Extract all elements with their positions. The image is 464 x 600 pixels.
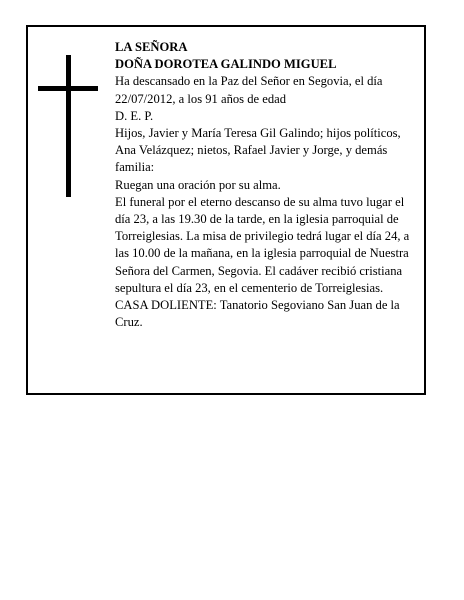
obituary-notice-frame: [26, 25, 426, 395]
funeral-details: El funeral por el eterno descanso de su alma tuvo lugar el día 23, a las 19.30 de la tarde, en la iglesia parroquial de Torreiglesias. La misa de privilegio tedrá lugar el día 24, a las 10.00 de la mañana, en la iglesia parroquial de Nuestra Señora del Carmen, Segovia. El cadáver recibió cristiana sepultura el día 23, en el cementerio de Torreiglesias.: [115, 194, 410, 295]
cross-vertical-bar: [66, 55, 71, 197]
deceased-name: DOÑA DOROTEA GALINDO MIGUEL: [115, 57, 337, 72]
cross-horizontal-bar: [38, 86, 98, 91]
cross-icon: [38, 55, 98, 197]
rest-in-peace: D. E. P.: [115, 108, 154, 123]
heading-title: LA SEÑORA: [115, 40, 188, 54]
death-announcement: Ha descansado en la Paz del Señor en Segovia, el día 22/07/2012, a los 91 años de edad: [115, 74, 383, 106]
prayer-request: Ruegan una oración por su alma.: [115, 177, 281, 192]
funeral-home: CASA DOLIENTE: Tanatorio Segoviano San Juan de la Cruz.: [115, 298, 400, 330]
obituary-text: [115, 39, 420, 331]
family-list: Hijos, Javier y María Teresa Gil Galindo; hijos políticos, Ana Velázquez; nietos, Rafael Javier y Jorge, y demás familia:: [115, 126, 401, 175]
